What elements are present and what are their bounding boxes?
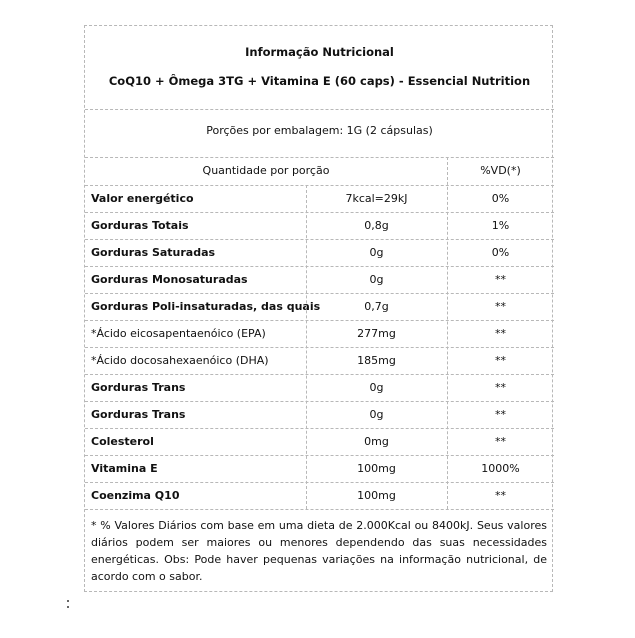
row-divider (85, 482, 554, 483)
row-divider (85, 509, 554, 510)
nutrient-name: Gorduras Monosaturadas (91, 273, 248, 286)
row-divider (85, 185, 554, 186)
column-header-dv: %VD(*) (480, 164, 521, 177)
column-header-portion: Quantidade por porção (202, 164, 330, 177)
nutrient-amount: 100mg (357, 489, 396, 502)
nutrient-dv: ** (495, 408, 506, 421)
nutrient-dv: ** (495, 354, 506, 367)
nutrient-amount: 0,8g (364, 219, 389, 232)
row-divider (85, 428, 554, 429)
nutrient-name: Colesterol (91, 435, 154, 448)
nutrient-name: Gorduras Saturadas (91, 246, 216, 259)
row-divider (85, 320, 554, 321)
nutrition-facts-panel (84, 25, 553, 592)
nutrient-name: *Ácido eicosapentaenóico (EPA) (91, 327, 266, 340)
nutrient-name: Gorduras Trans (91, 381, 186, 394)
nutrient-amount: 0mg (364, 435, 389, 448)
row-divider (85, 374, 554, 375)
nutrient-dv: ** (495, 300, 506, 313)
nutrient-amount: 7kcal=29kJ (345, 192, 408, 205)
nutrient-dv: ** (495, 381, 506, 394)
divider (85, 157, 554, 158)
nutrient-amount: 0g (369, 381, 384, 394)
nutrient-name: Gorduras Totais (91, 219, 189, 232)
nutrient-name: Coenzima Q10 (91, 489, 180, 502)
nutrient-amount: 100mg (357, 462, 396, 475)
column-divider (306, 185, 307, 509)
row-divider (85, 455, 554, 456)
stray-mark (67, 606, 69, 608)
nutrient-amount: 277mg (357, 327, 396, 340)
row-divider (85, 401, 554, 402)
nutrient-dv: 1% (491, 219, 510, 232)
panel-title: Informação Nutricional (245, 45, 394, 59)
nutrient-dv: ** (495, 435, 506, 448)
nutrient-amount: 185mg (357, 354, 396, 367)
nutrient-amount: 0g (369, 408, 384, 421)
footnote: * % Valores Diários com base em uma dieta de 2.000Kcal ou 8400kJ. Seus valores diários podem ser maiores ou menores dependendo das suas necessidades energéticas. Obs: Pode haver pequenas variações na informação nutricional, de acordo com o sabor. (91, 519, 547, 583)
nutrient-amount: 0g (369, 273, 384, 286)
nutrient-name: Valor energético (91, 192, 194, 205)
row-divider (85, 347, 554, 348)
nutrient-dv: ** (495, 489, 506, 502)
nutrient-dv: 1000% (481, 462, 520, 475)
nutrient-name: Gorduras Trans (91, 408, 186, 421)
nutrient-amount: 0,7g (364, 300, 389, 313)
row-divider (85, 293, 554, 294)
nutrient-dv: 0% (491, 246, 510, 259)
nutrient-dv: 0% (491, 192, 510, 205)
nutrient-amount: 0g (369, 246, 384, 259)
product-name: CoQ10 + Ômega 3TG + Vitamina E (60 caps) - Essencial Nutrition (108, 74, 531, 88)
nutrient-dv: ** (495, 327, 506, 340)
row-divider (85, 239, 554, 240)
servings-per-package: Porções por embalagem: 1G (2 cápsulas) (206, 124, 433, 137)
nutrient-name: Vitamina E (91, 462, 158, 475)
divider (85, 109, 554, 110)
nutrient-name: *Ácido docosahexaenóico (DHA) (91, 354, 269, 367)
row-divider (85, 266, 554, 267)
row-divider (85, 212, 554, 213)
column-divider (447, 157, 448, 509)
nutrient-name: Gorduras Poli-insaturadas, das quais (91, 300, 321, 313)
stray-mark (67, 600, 69, 602)
nutrient-dv: ** (495, 273, 506, 286)
